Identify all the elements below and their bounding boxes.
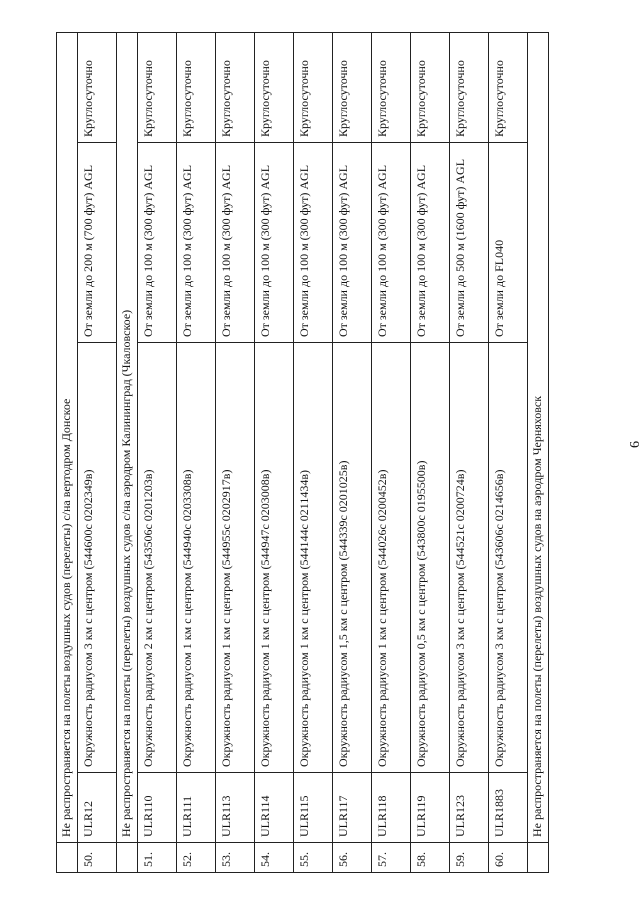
zone-description: Окружность радиусом 1,5 км с центром (544339с 0201025в)	[333, 343, 372, 773]
section-header-row	[528, 33, 549, 873]
zone-code: ULR114	[255, 773, 294, 843]
altitude-limits: От земли до 100 м (300 фут) AGL	[333, 143, 372, 343]
operating-time: Круглосуточно	[450, 33, 489, 143]
zone-code: ULR123	[450, 773, 489, 843]
operating-time: Круглосуточно	[78, 33, 117, 143]
zone-code: ULR118	[372, 773, 411, 843]
operating-time: Круглосуточно	[138, 33, 177, 143]
section-title: Не распространяется на полеты (перелеты) воздушных судов с/на аэродром Калининград (Чкаловское)	[117, 33, 138, 843]
altitude-limits: От земли до 500 м (1600 фут) AGL	[450, 143, 489, 343]
zone-description: Окружность радиусом 3 км с центром (544600с 0202349в)	[78, 343, 117, 773]
table-row	[177, 33, 216, 873]
table-row	[411, 33, 450, 873]
section-spacer-cell	[528, 843, 549, 873]
row-number: 51.	[138, 843, 177, 873]
zone-description: Окружность радиусом 1 км с центром (544144с 0211434в)	[294, 343, 333, 773]
page-number: 6	[628, 441, 643, 448]
zone-code: ULR1883	[489, 773, 528, 843]
altitude-limits: От земли до 100 м (300 фут) AGL	[216, 143, 255, 343]
altitude-limits: От земли до 100 м (300 фут) AGL	[411, 143, 450, 343]
altitude-limits: От земли до FL040	[489, 143, 528, 343]
altitude-limits: От земли до 100 м (300 фут) AGL	[177, 143, 216, 343]
rotated-table-wrapper	[56, 33, 566, 873]
table-row	[78, 33, 117, 873]
table-row	[372, 33, 411, 873]
section-header-row	[57, 33, 78, 873]
zone-code: ULR110	[138, 773, 177, 843]
operating-time: Круглосуточно	[333, 33, 372, 143]
zone-code: ULR119	[411, 773, 450, 843]
table-row	[216, 33, 255, 873]
zone-description: Окружность радиусом 1 км с центром (544026с 0200452в)	[372, 343, 411, 773]
zone-code: ULR12	[78, 773, 117, 843]
row-number: 59.	[450, 843, 489, 873]
table-body	[57, 33, 549, 873]
table-row	[333, 33, 372, 873]
zone-description: Окружность радиусом 3 км с центром (544521с 0200724в)	[450, 343, 489, 773]
altitude-limits: От земли до 200 м (700 фут) AGL	[78, 143, 117, 343]
section-header-row	[117, 33, 138, 873]
operating-time: Круглосуточно	[489, 33, 528, 143]
table-row	[450, 33, 489, 873]
table-row	[138, 33, 177, 873]
row-number: 50.	[78, 843, 117, 873]
table-row	[489, 33, 528, 873]
zone-description: Окружность радиусом 0,5 км с центром (543800с 0195500в)	[411, 343, 450, 773]
zone-description: Окружность радиусом 1 км с центром (544940с 0203308в)	[177, 343, 216, 773]
operating-time: Круглосуточно	[411, 33, 450, 143]
row-number: 54.	[255, 843, 294, 873]
zone-description: Окружность радиусом 3 км с центром (543606с 0214656в)	[489, 343, 528, 773]
operating-time: Круглосуточно	[372, 33, 411, 143]
zone-description: Окружность радиусом 1 км с центром (544955с 0202917в)	[216, 343, 255, 773]
row-number: 58.	[411, 843, 450, 873]
row-number: 55.	[294, 843, 333, 873]
row-number: 53.	[216, 843, 255, 873]
zone-description: Окружность радиусом 2 км с центром (543506с 0201203в)	[138, 343, 177, 773]
table-row	[294, 33, 333, 873]
section-spacer-cell	[117, 843, 138, 873]
row-number: 56.	[333, 843, 372, 873]
operating-time: Круглосуточно	[294, 33, 333, 143]
operating-time: Круглосуточно	[177, 33, 216, 143]
zone-code: ULR117	[333, 773, 372, 843]
restricted-zones-table	[56, 32, 549, 873]
section-title: Не распространяется на полеты (перелеты) воздушных судов на аэродром Черняховск	[528, 33, 549, 843]
altitude-limits: От земли до 100 м (300 фут) AGL	[294, 143, 333, 343]
altitude-limits: От земли до 100 м (300 фут) AGL	[372, 143, 411, 343]
row-number: 52.	[177, 843, 216, 873]
section-title: Не распространяется на полеты воздушных судов (перелеты) с/на вертодром Донское	[57, 33, 78, 843]
altitude-limits: От земли до 100 м (300 фут) AGL	[255, 143, 294, 343]
operating-time: Круглосуточно	[216, 33, 255, 143]
zone-code: ULR113	[216, 773, 255, 843]
zone-code: ULR111	[177, 773, 216, 843]
zone-code: ULR115	[294, 773, 333, 843]
altitude-limits: От земли до 100 м (300 фут) AGL	[138, 143, 177, 343]
table-row	[255, 33, 294, 873]
row-number: 57.	[372, 843, 411, 873]
zone-description: Окружность радиусом 1 км с центром (544947с 0203008в)	[255, 343, 294, 773]
section-spacer-cell	[57, 843, 78, 873]
row-number: 60.	[489, 843, 528, 873]
operating-time: Круглосуточно	[255, 33, 294, 143]
